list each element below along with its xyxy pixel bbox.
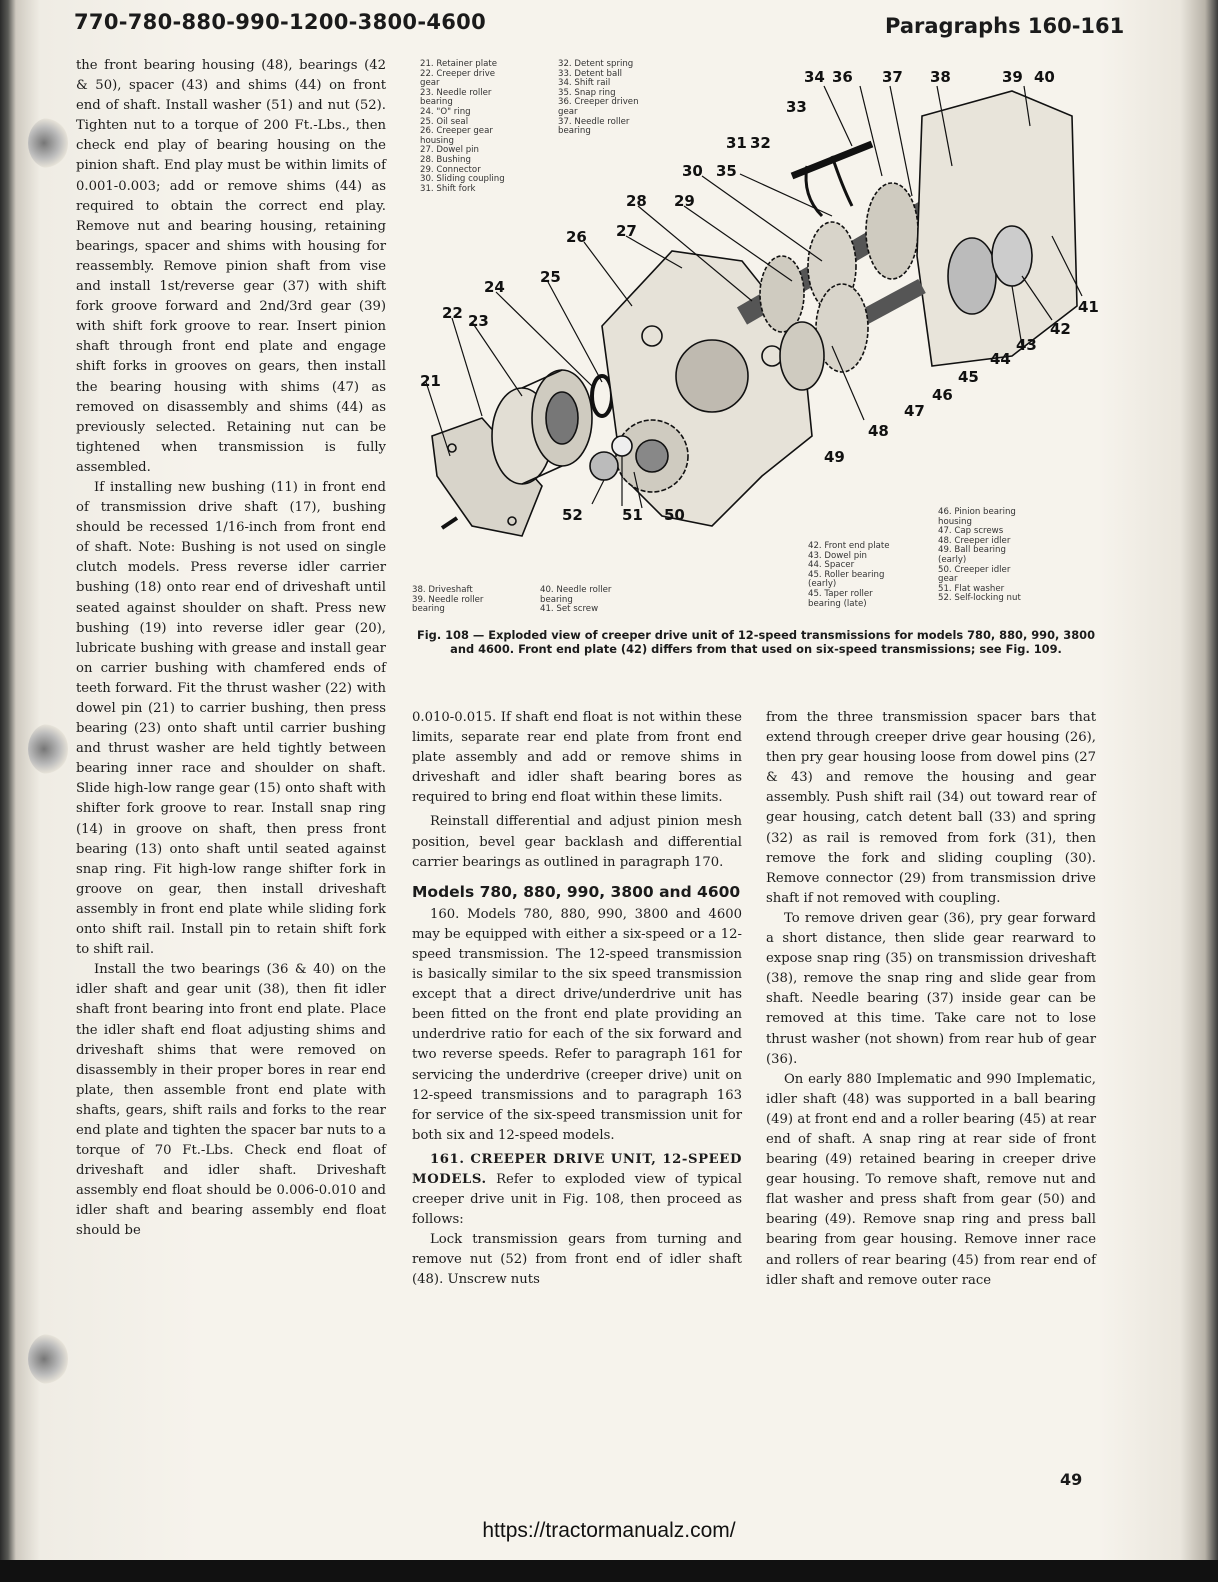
idler-gear-part	[616, 420, 688, 492]
shift-fork-part	[792, 144, 872, 216]
footer-url: https://tractormanualz.com/	[482, 1519, 736, 1542]
callout-48: 48	[868, 422, 889, 440]
body-paragraph: Reinstall differential and adjust pinion mesh position, bevel gear backlash and differential carrier bearings as outlined in paragraph 170.	[412, 814, 742, 870]
body-paragraph: 160. Models 780, 880, 990, 3800 and 4600 may be equipped with either a six-speed or a 12-speed transmission. The 12-speed transmission is basically similar to the six speed transmission except that a direct drive/underdrive unit has been fitted on the front end plate providing an underdrive ratio for each of the six forward and two reverse speeds. Refer to paragraph 161 for servicing the underdrive (creeper drive) unit on 12-speed transmissions and to paragraph 163 for service of the six-speed transmission unit for both six and 12-speed models.	[412, 906, 742, 1143]
callout-36: 36	[832, 68, 853, 86]
callout-41: 41	[1078, 298, 1099, 316]
callout-21: 21	[420, 372, 441, 390]
callout-22: 22	[442, 304, 463, 322]
body-paragraph: the front bearing housing (48), bearings (42 & 50), spacer (43) and shims (44) on front end of shaft. Install washer (51) and nut (52). Tighten nut to a torque of 200 Ft.-Lbs., then check end play of bearing housing on the pinion shaft. End play must be within limits of 0.001-0.003; add or remove shims (44) as required to obtain the correct end play. Remove nut and bearing housing, retaining bearings, spacer and shims with housing for reassembly. Remove pinion shaft from vise and install 1st/reverse gear (37) with shift fork groove forward and 2nd/3rd gear (39) with shift fork groove to rear. Insert pinion shaft through front end plate and engage shift forks in grooves on gears, then install the bearing housing with shims (47) as removed on disassembly and shims (44) as previously selected. Retaining nut can be tightened when transmission is fully assembled.	[76, 58, 386, 475]
washer-part	[612, 436, 632, 456]
callout-46: 46	[932, 386, 953, 404]
body-paragraph: from the three transmission spacer bars that extend through creeper drive gear housing (26), then pry gear housing loose from dowel pins (27 & 43) and remove the housing and gear assembly. Push shift rail (34) out toward rear of gear housing, catch detent ball (33) and spring (32) as rail is removed from fork (31), then remove the fork and sliding coupling (30). Remove connector (29) from transmission drive shaft if not removed with coupling.	[766, 710, 1096, 906]
callout-44: 44	[990, 350, 1011, 368]
callout-51: 51	[622, 506, 643, 524]
scan-bottom-edge	[0, 1560, 1218, 1582]
callout-37: 37	[882, 68, 903, 86]
exploded-view-figure	[412, 56, 1102, 626]
body-paragraph: If installing new bushing (11) in front end of transmission drive shaft (17), bushing should be recessed 1/16-inch from front end of shaft. Note: Bushing is not used on single clutch models. Press reverse idler carrier bushing (18) onto rear end of driveshaft until seated against shoulder on shaft. Press new bushing (19) into reverse idler gear (20), lubricate bushing with grease and install gear on carrier bushing with chamfered ends of teeth forward. Fit the thrust washer (22) with dowel pin (21) to carrier bushing, then press bearing (23) onto shaft until carrier bushing and thrust washer are held tightly between bearing inner race and shoulder on shaft. Slide high-low range gear (15) onto shaft with shifter fork groove to rear. Install snap ring (14) in groove on shaft, then press front bearing (13) onto shaft until seated against snap ring. Fit high-low range shifter fork in groove on gear, then install driveshaft assembly in front end plate while sliding fork onto shift rail. Install pin to retain shift fork to shift rail.	[76, 479, 386, 958]
cap-screw-part	[442, 518, 457, 528]
text-column-1	[76, 56, 386, 1242]
callout-23: 23	[468, 312, 489, 330]
legend-block-a: 21. Retainer plate 22. Creeper drive gear 23. Needle roller bearing 24. "O" ring 25. Oil seal 26. Creeper gear housing 27. Dowel pin 28. Bushing 29. Connector 30. Sliding coupling 31. Shift fork	[420, 59, 505, 194]
callout-52: 52	[562, 506, 583, 524]
body-paragraph: On early 880 Implematic and 990 Implematic, idler shaft (48) was supported in a ball bearing (49) at front end and a roller bearing (45) at rear end of shaft. A snap ring at rear side of front bearing (49) retained bearing in creeper drive gear housing. To remove shaft, remove nut and flat washer and press shaft from gear (50) and bearing (49). Remove snap ring and press ball bearing from gear housing. Remove inner race and rollers of rear bearing (45) from rear end of idler shaft and remove outer race	[766, 1071, 1096, 1288]
text-column-2	[412, 708, 742, 1291]
running-header-models: 770-780-880-990-1200-3800-4600	[74, 10, 486, 34]
binder-hole-bottom	[28, 1334, 68, 1384]
callout-50: 50	[664, 506, 685, 524]
running-header-paragraphs: Paragraphs 160-161	[885, 14, 1125, 38]
callout-30: 30	[682, 162, 703, 180]
callout-43: 43	[1016, 336, 1037, 354]
body-paragraph: Lock transmission gears from turning and remove nut (52) from front end of idler shaft (48). Unscrew nuts	[412, 1232, 742, 1288]
needle-bearing-part	[492, 370, 592, 484]
callout-35: 35	[716, 162, 737, 180]
callout-49: 49	[824, 448, 845, 466]
body-paragraph: 0.010-0.015. If shaft end float is not within these limits, separate rear end plate from front end plate assembly and add or remove shims in driveshaft and idler shaft bearing bores as required to bring end float within these limits.	[412, 710, 742, 806]
body-paragraph: 161. CREEPER DRIVE UNIT, 12-SPEED MODELS. Refer to exploded view of typical creeper drive unit in Fig. 108, then proceed as follows:	[412, 1151, 742, 1228]
callout-29: 29	[674, 192, 695, 210]
body-paragraph: Install the two bearings (36 & 40) on the idler shaft and gear unit (38), then fit idler shaft front bearing into front end plate. Place the idler shaft end float adjusting shims and driveshaft shims that were removed on disassembly in their proper bores in rear end plate, then assemble front end plate with shafts, gears, shift rails and forks to the rear end plate and tighten the spacer bar nuts to a torque of 70 Ft.-Lbs. Check end float of driveshaft and idler shaft. Driveshaft assembly end float should be 0.006-0.010 and idler shaft and bearing assembly end float should be	[76, 962, 386, 1239]
callout-47: 47	[904, 402, 925, 420]
callout-40: 40	[1034, 68, 1055, 86]
legend-block-d: 40. Needle roller bearing 41. Set screw	[540, 585, 612, 615]
paragraph-lead: 161. CREEPER DRIVE UNIT, 12-SPEED MODELS.	[412, 1151, 742, 1187]
legend-block-f: 46. Pinion bearing housing 47. Cap screws 48. Creeper idler 49. Ball bearing (early) 50. Creeper idler gear 51. Flat washer 52. Self-locking nut	[938, 507, 1021, 604]
callout-25: 25	[540, 268, 561, 286]
section-heading: Models 780, 880, 990, 3800 and 4600	[412, 882, 741, 901]
legend-block-c: 38. Driveshaft 39. Needle roller bearing	[412, 585, 484, 615]
callout-42: 42	[1050, 320, 1071, 338]
binder-hole-middle	[28, 724, 68, 774]
legend-block-b: 32. Detent spring 33. Detent ball 34. Shift rail 35. Snap ring 36. Creeper driven gear 37. Needle roller bearing	[558, 59, 639, 137]
callout-26: 26	[566, 228, 587, 246]
legend-block-e: 42. Front end plate 43. Dowel pin 44. Spacer 45. Roller bearing (early) 45. Taper roller bearing (late)	[808, 541, 890, 609]
callout-31: 31	[726, 134, 747, 152]
callout-34: 34	[804, 68, 825, 86]
nut-part	[590, 452, 618, 480]
callout-33: 33	[786, 98, 807, 116]
callout-24: 24	[484, 278, 505, 296]
binder-hole-top	[28, 118, 68, 168]
callout-45: 45	[958, 368, 979, 386]
callout-27: 27	[616, 222, 637, 240]
text-column-3	[766, 708, 1096, 1291]
callout-39: 39	[1002, 68, 1023, 86]
callout-28: 28	[626, 192, 647, 210]
page-number: 49	[1060, 1470, 1083, 1489]
callout-38: 38	[930, 68, 951, 86]
figure-caption: Fig. 108 — Exploded view of creeper drive unit of 12-speed transmissions for models 780, 880, 990, 3800 and 4600. Front end plate (42) differs from that used on six-speed transmissions; see Fig. 109.	[416, 628, 1096, 656]
body-paragraph: To remove driven gear (36), pry gear forward a short distance, then slide gear rearward to expose snap ring (35) on transmission driveshaft (38), remove the snap ring and slide gear from shaft. Needle bearing (37) inside gear can be removed at this time. Take care not to lose thrust washer (not shown) from rear hub of gear (36).	[766, 910, 1096, 1067]
callout-32: 32	[750, 134, 771, 152]
